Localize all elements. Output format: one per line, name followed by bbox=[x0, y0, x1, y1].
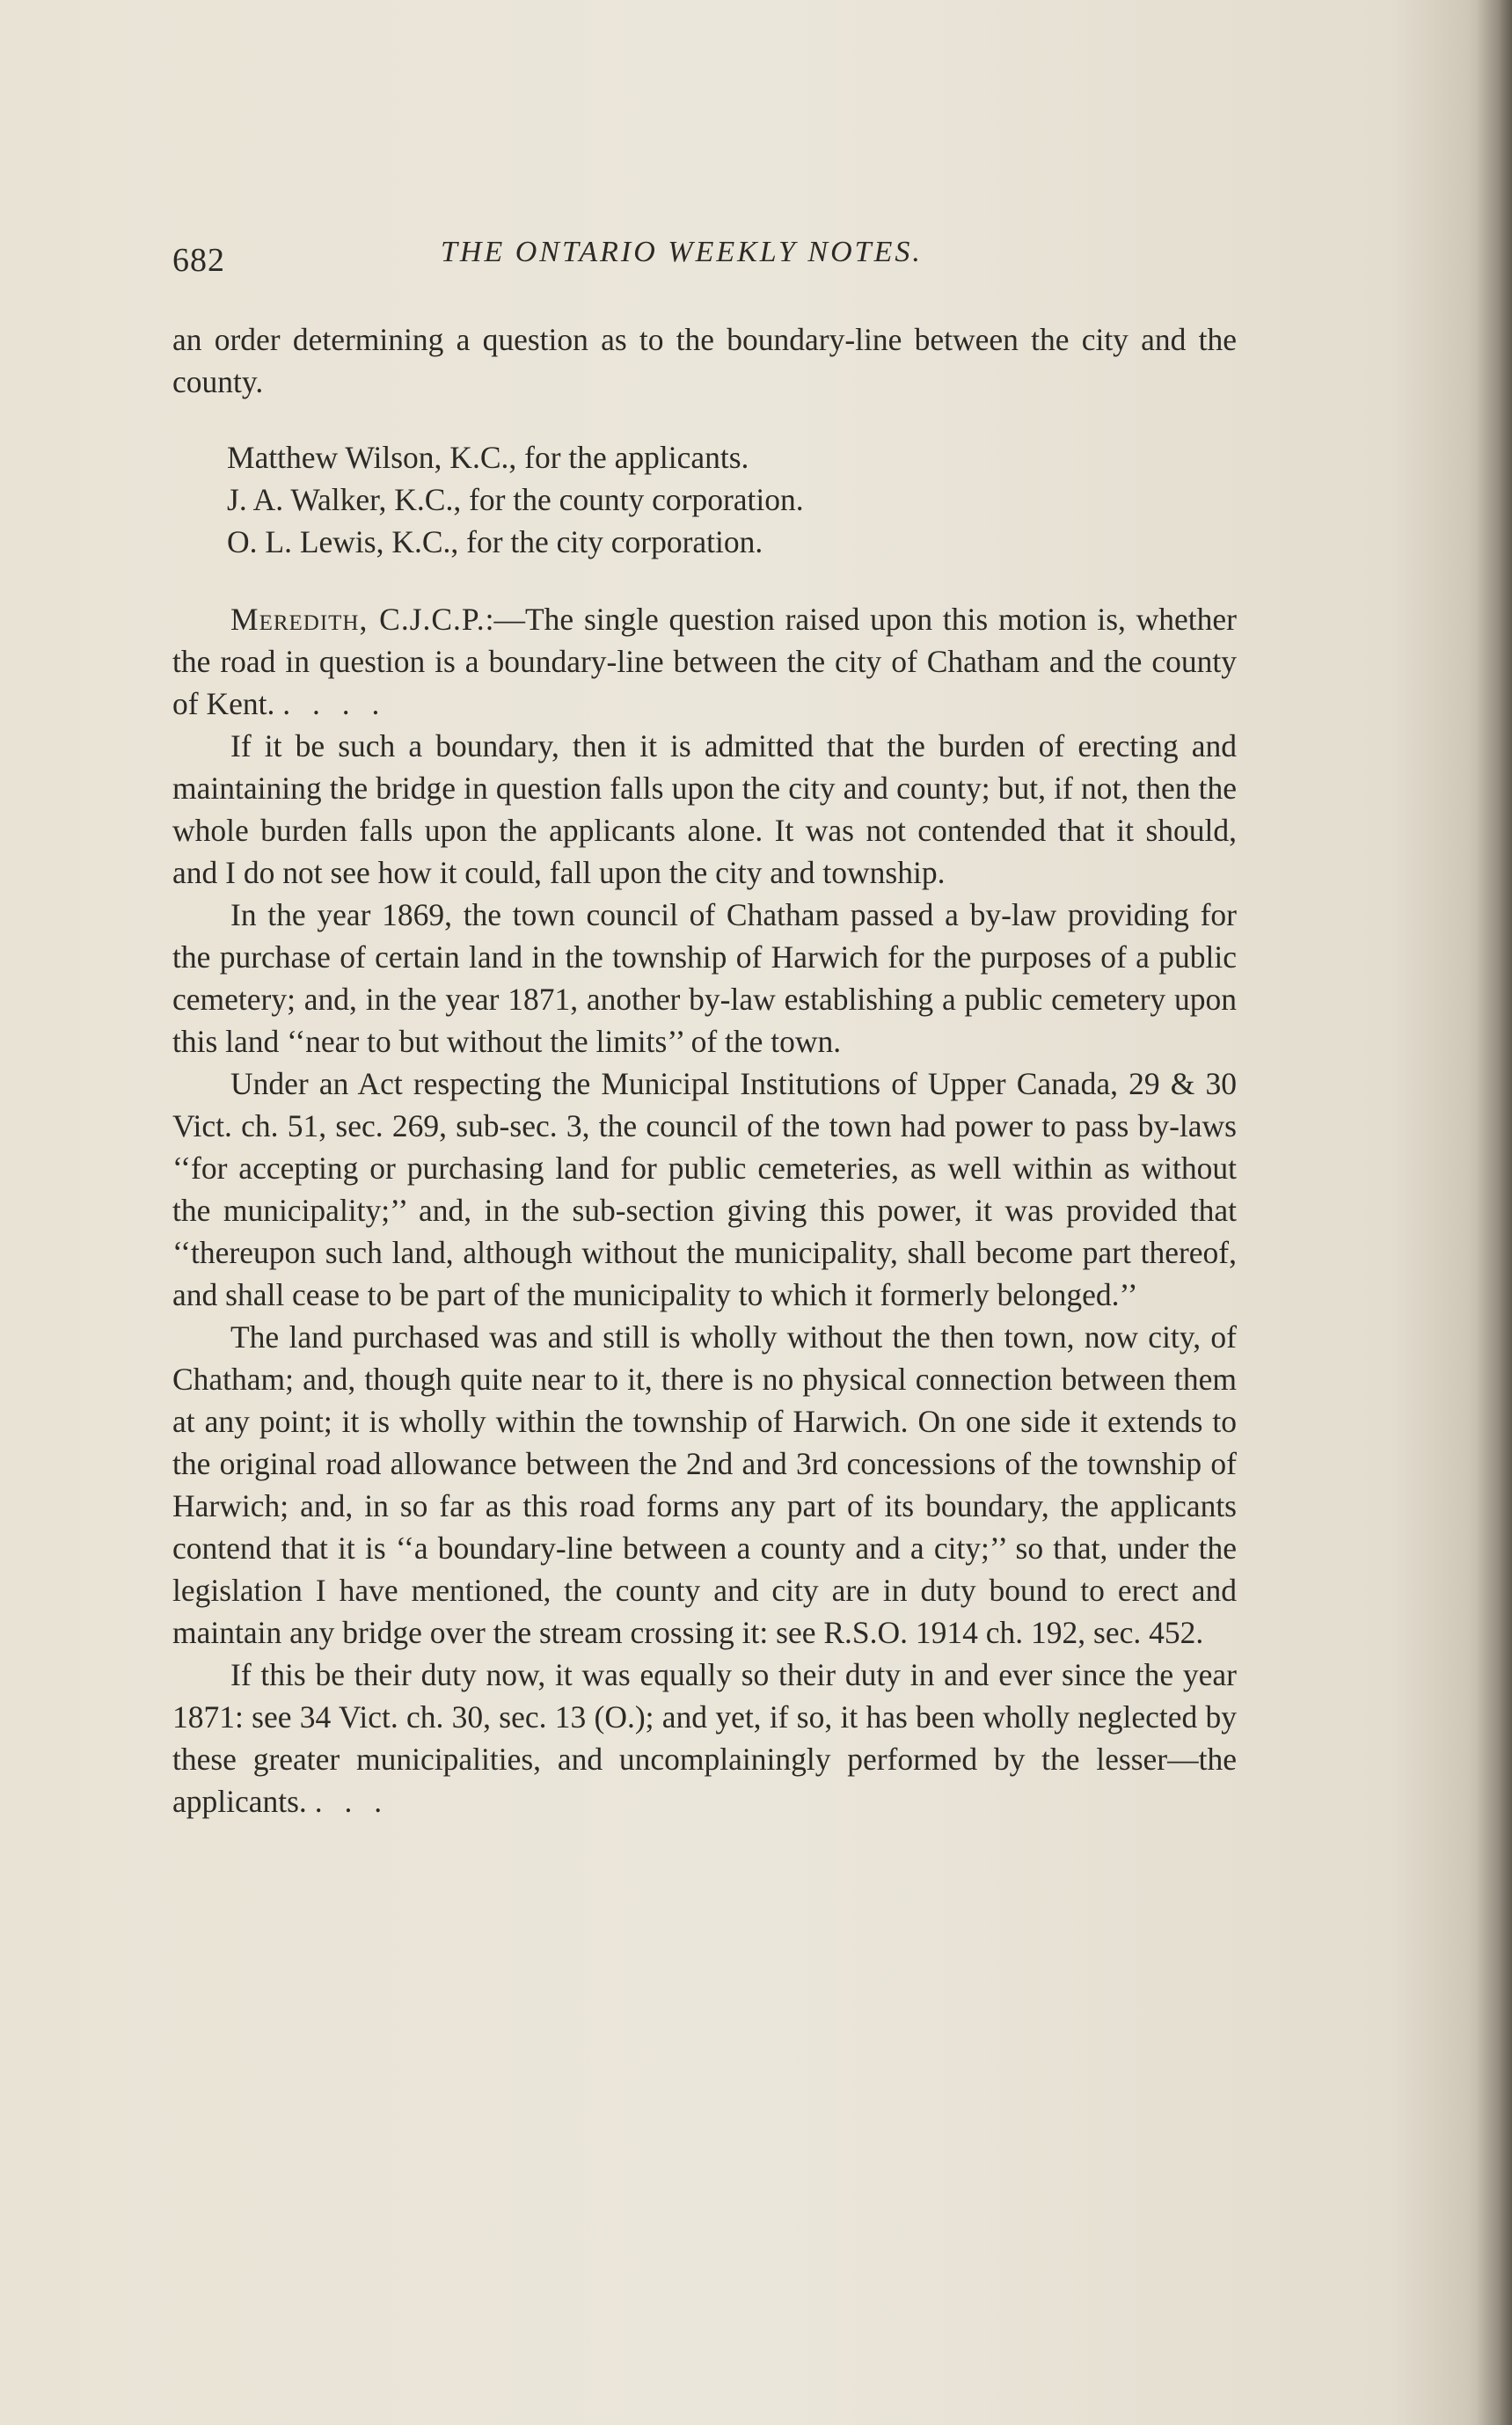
judgment-closing-paragraph bbox=[172, 1654, 1237, 1822]
running-title: THE ONTARIO WEEKLY NOTES. bbox=[441, 236, 923, 268]
judgment-opening-paragraph bbox=[172, 598, 1237, 725]
judgment-closing-text: If this be their duty now, it was equally so their duty in and ever since the year 1871: see 34 Vict. ch. 30, sec. 13 (O.); and yet, if so, it has been wholly neglected by these greater municipalities, and uncomplainingly performed by the lesser—the applicants. bbox=[172, 1657, 1237, 1819]
judgment-opening-text: :—The single question raised upon this motion is, whether the road in question is a boundary-line between the city of Chatham and the county of Kent. bbox=[172, 602, 1238, 721]
body-text bbox=[172, 318, 1237, 1822]
judgment-paragraph: In the year 1869, the town council of Chatham passed a by-law providing for the purchase of certain land in the township of Harwich for the purposes of a public cemetery; and, in the year 1871, another by-law establishing a public cemetery upon this land ‘‘near to but without the limits’’ of the town. bbox=[172, 897, 1237, 1059]
closing-ellipsis: . . . bbox=[314, 1784, 390, 1819]
judgment-paragraph: The land purchased was and still is wholly without the then town, now city, of Chatham; and, though quite near to it, there is no physical connection between them at any point; it is wholly within the township of Harwich. On one side it extends to the original road allowance between the 2nd and 3rd concessions of the township of Harwich; and, in so far as this road forms any part of its boundary, the applicants contend that it is ‘‘a boundary-line between a county and a city;’’ so that, under the legislation I have mentioned, the county and city are in duty bound to erect and maintain any bridge over the stream crossing it: see R.S.O. 1914 ch. 192, sec. 452. bbox=[172, 1319, 1237, 1650]
judgment-paragraph: Under an Act respecting the Municipal Institutions of Upper Canada, 29 & 30 Vict. ch. 51, sec. 269, sub-sec. 3, the council of the town had power to pass by-laws ‘‘for accepting or purchasing land for public cemeteries, as well within as without the municipality;’’ and, in the sub-section giving this power, it was provided that ‘‘thereupon such land, although without the municipality, shall become part thereof, and shall cease to be part of the municipality to which it formerly belonged.’’ bbox=[172, 1066, 1237, 1312]
judgment-paragraph: If it be such a boundary, then it is admitted that the burden of erecting and maintaining the bridge in question falls upon the city and county; but, if not, then the whole burden falls upon the applicants alone. It was not contended that it should, and I do not see how it could, fall upon the city and township. bbox=[172, 728, 1237, 890]
page-gutter-shadow bbox=[1477, 0, 1512, 2425]
page-header bbox=[172, 236, 1245, 289]
counsel-list bbox=[227, 436, 1237, 563]
counsel-applicants: Matthew Wilson, K.C., for the applicants. bbox=[227, 440, 749, 475]
opening-ellipsis: . . . . bbox=[282, 686, 387, 721]
intro-paragraph: an order determining a question as to the boundary-line between the city and the county. bbox=[172, 322, 1237, 399]
judge-name: Meredith, C.J.C.P. bbox=[230, 602, 486, 637]
page-number: 682 bbox=[172, 242, 225, 279]
counsel-county: J. A. Walker, K.C., for the county corporation. bbox=[227, 482, 804, 517]
counsel-city: O. L. Lewis, K.C., for the city corporation. bbox=[227, 524, 763, 559]
